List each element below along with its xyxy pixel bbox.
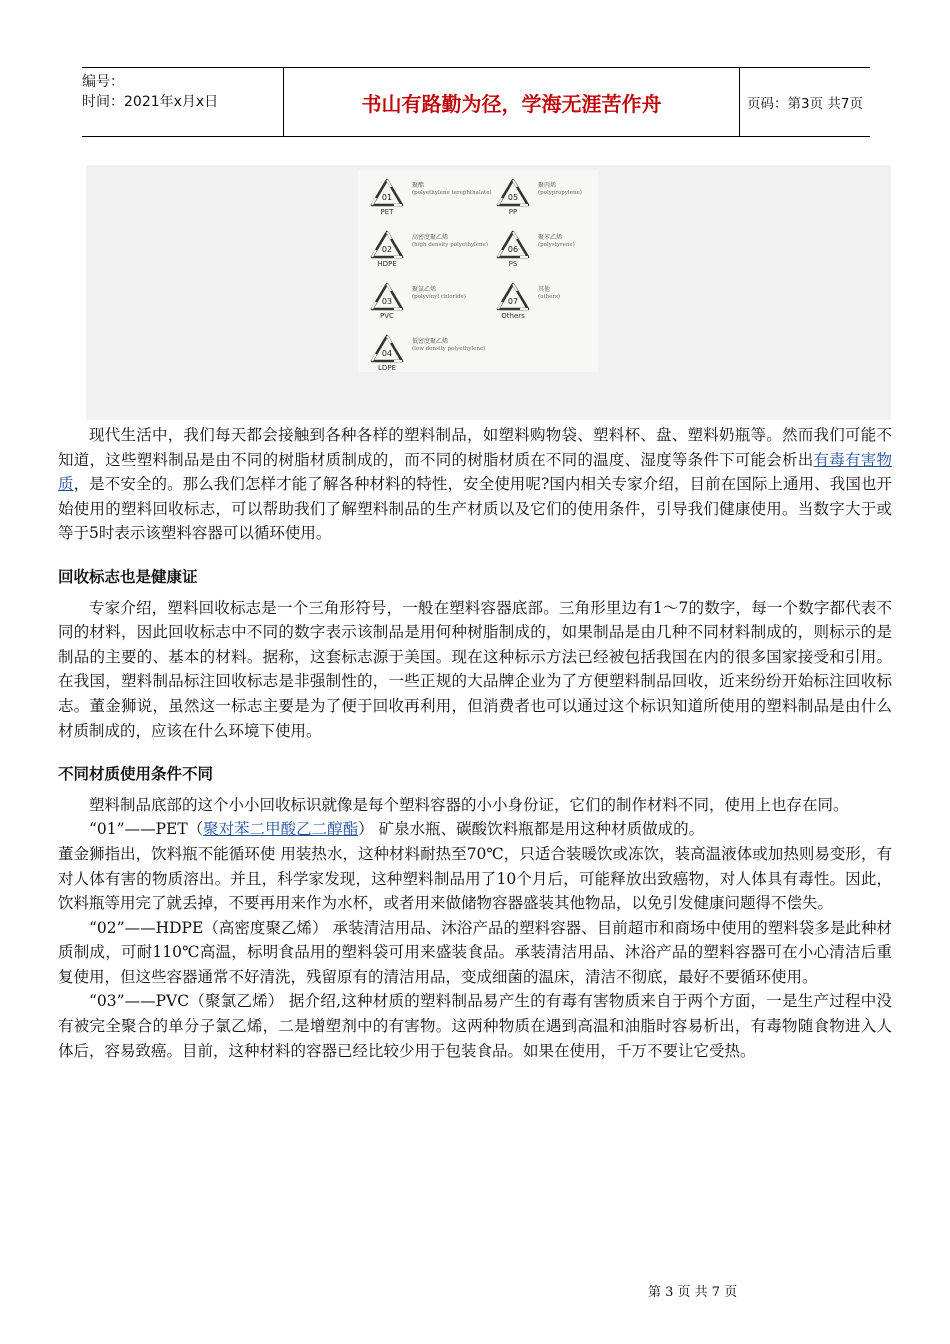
header-motto: 书山有路勤为径，学海无涯苦作舟 [283, 68, 740, 136]
symbol-english-name: (low density polyethylene) [412, 346, 486, 352]
symbol-code: PET [380, 208, 394, 216]
article-body [58, 423, 892, 1063]
symbol-chinese-name: 聚丙烯 [538, 182, 557, 189]
recycle-triangle-icon [370, 334, 404, 364]
symbol-chinese-name: 聚酯 [412, 182, 425, 189]
header-page-label: 页码：第3页 共7页 [747, 96, 863, 112]
recycling-symbols-figure [358, 170, 598, 372]
recycle-triangle-icon [370, 282, 404, 312]
symbol-chinese-name: 聚氯乙烯 [412, 286, 437, 293]
pet-line [58, 817, 892, 842]
page-header [82, 67, 870, 137]
symbol-english-name: (high density polyethylene) [412, 242, 488, 248]
symbol-chinese-name: 其他 [538, 286, 551, 293]
header-info [82, 68, 283, 140]
symbol-code: PVC [380, 312, 394, 320]
recycle-triangle-icon [496, 282, 530, 312]
svg-text:02: 02 [381, 245, 393, 254]
symbol-code: PP [508, 208, 518, 216]
intro-text-b: ，是不安全的。那么我们怎样才能了解各种材料的特性，安全使用呢?国内相关专家介绍，目前在国际上通用、我国也开始使用的塑料回收标志，可以帮助我们了解塑料制品的生产材质以及它们的使用条件，引导我们健康使用。当数字大于或等于5时表示该塑料容器可以循环使用。 [58, 475, 892, 543]
recycle-triangle-icon [370, 178, 404, 208]
symbol-english-name: (others) [538, 294, 561, 300]
heading-health-certificate: 回收标志也是健康证 [58, 567, 198, 586]
svg-text:07: 07 [507, 297, 519, 306]
intro-paragraph [58, 423, 892, 546]
svg-text:05: 05 [507, 193, 519, 202]
page-footer: 第 3 页 共 7 页 [648, 1285, 738, 1300]
symbol-chinese-name: 低密度聚乙烯 [412, 338, 449, 345]
date-label: 时间：2021年x月x日 [82, 94, 219, 110]
pet-text-b: ） 矿泉水瓶、碳酸饮料瓶都是用这种材质做成的。 [358, 820, 705, 839]
toxic-substances-link[interactable]: 有毒有害物质 [58, 450, 892, 494]
symbol-code: HDPE [377, 260, 397, 268]
symbol-english-name: (polypropylene) [538, 190, 582, 196]
recycle-triangle-icon [496, 230, 530, 260]
symbol-english-name: (polystyrene) [538, 242, 575, 248]
symbol-chinese-name: 聚苯乙烯 [538, 234, 563, 241]
svg-text:06: 06 [507, 245, 519, 254]
number-label: 编号： [82, 74, 124, 90]
pet-paragraph: 董金狮指出，饮料瓶不能循环使 用装热水，这种材料耐热至70℃，只适合装暖饮或冻饮，装高温液体或加热则易变形，有对人体有害的物质溶出。并且，科学家发现，这种塑料制品用了10个月后，可能释放出致癌物，对人体具有毒性。因此，饮料瓶等用完了就丢掉，不要再用来作为水杯，或者用来做储物容器盛装其他物品，以免引发健康问题得不偿失。 [58, 844, 892, 913]
pvc-paragraph: “03”——PVC（聚氯乙烯） 据介绍,这种材质的塑料制品易产生的有毒有害物质来自于两个方面，一是生产过程中没有被完全聚合的单分子氯乙烯，二是增塑剂中的有害物。这两种物质在遇到高温和油脂时容易析出，有毒物随食物进入人体后，容易致癌。目前，这种材料的容器已经比较少用于包装食品。如果在使用，千万不要让它受热。 [58, 992, 892, 1060]
symbol-code: PS [508, 260, 518, 268]
svg-text:01: 01 [381, 193, 393, 202]
recycling-mark-paragraph: 专家介绍，塑料回收标志是一个三角形符号，一般在塑料容器底部。三角形里边有1～7的数字，每一个数字都代表不同的材料，因此回收标志中不同的数字表示该制品是用何种树脂制成的，如果制品是由几种不同材料制成的，则标示的是制品的主要的、基本的材料。据称，这套标志源于美国。现在这种标示方法已经被包括我国在内的很多国家接受和引用。在我国，塑料制品标注回收标志是非强制性的，一些正规的大品牌企业为了方便塑料制品回收，近来纷纷开始标注回收标志。董金狮说，虽然这一标志主要是为了便于回收再利用，但消费者也可以通过这个标识知道所使用的塑料制品是由什么材质制成的，应该在什么环境下使用。 [58, 598, 892, 740]
id-card-paragraph: 塑料制品底部的这个小小回收标识就像是每个塑料容器的小小身份证，它们的制作材料不同，使用上也存在同。 [89, 795, 849, 814]
svg-text:04: 04 [381, 349, 393, 358]
intro-text-a: 现代生活中，我们每天都会接触到各种各样的塑料制品，如塑料购物袋、塑料杯、盘、塑料奶瓶等。然而我们可能不知道，这些塑料制品是由不同的树脂材质制成的，而不同的树脂材质在不同的温度、湿度等条件下可能会析出 [58, 426, 892, 469]
recycle-triangle-icon [496, 178, 530, 208]
symbol-chinese-name: 高密度聚乙烯 [412, 234, 449, 241]
pet-material-link[interactable]: 聚对苯二甲酸乙二醇酯 [203, 820, 359, 839]
svg-text:03: 03 [381, 297, 393, 306]
recycle-triangle-icon [370, 230, 404, 260]
symbol-code: LDPE [378, 364, 396, 372]
hdpe-paragraph: “02”——HDPE（高密度聚乙烯） 承装清洁用品、沐浴产品的塑料容器、目前超市和商场中使用的塑料袋多是此种材质制成，可耐110℃高温，标明食品用的塑料袋可用来盛装食品。承装清洁用品、沐浴产品的塑料容器可在小心清洁后重复使用，但这些容器通常不好清洗，残留原有的清洁用品，变成细菌的温床，清洁不彻底，最好不要循环使用。 [58, 918, 892, 986]
heading-usage-conditions: 不同材质使用条件不同 [58, 765, 214, 784]
symbol-code: Others [501, 312, 525, 320]
symbol-english-name: (polyvinyl chloride) [412, 294, 466, 300]
symbol-english-name: (polyethylene terephthalate) [412, 190, 492, 196]
pet-text-a: “01”——PET（ [89, 820, 204, 839]
